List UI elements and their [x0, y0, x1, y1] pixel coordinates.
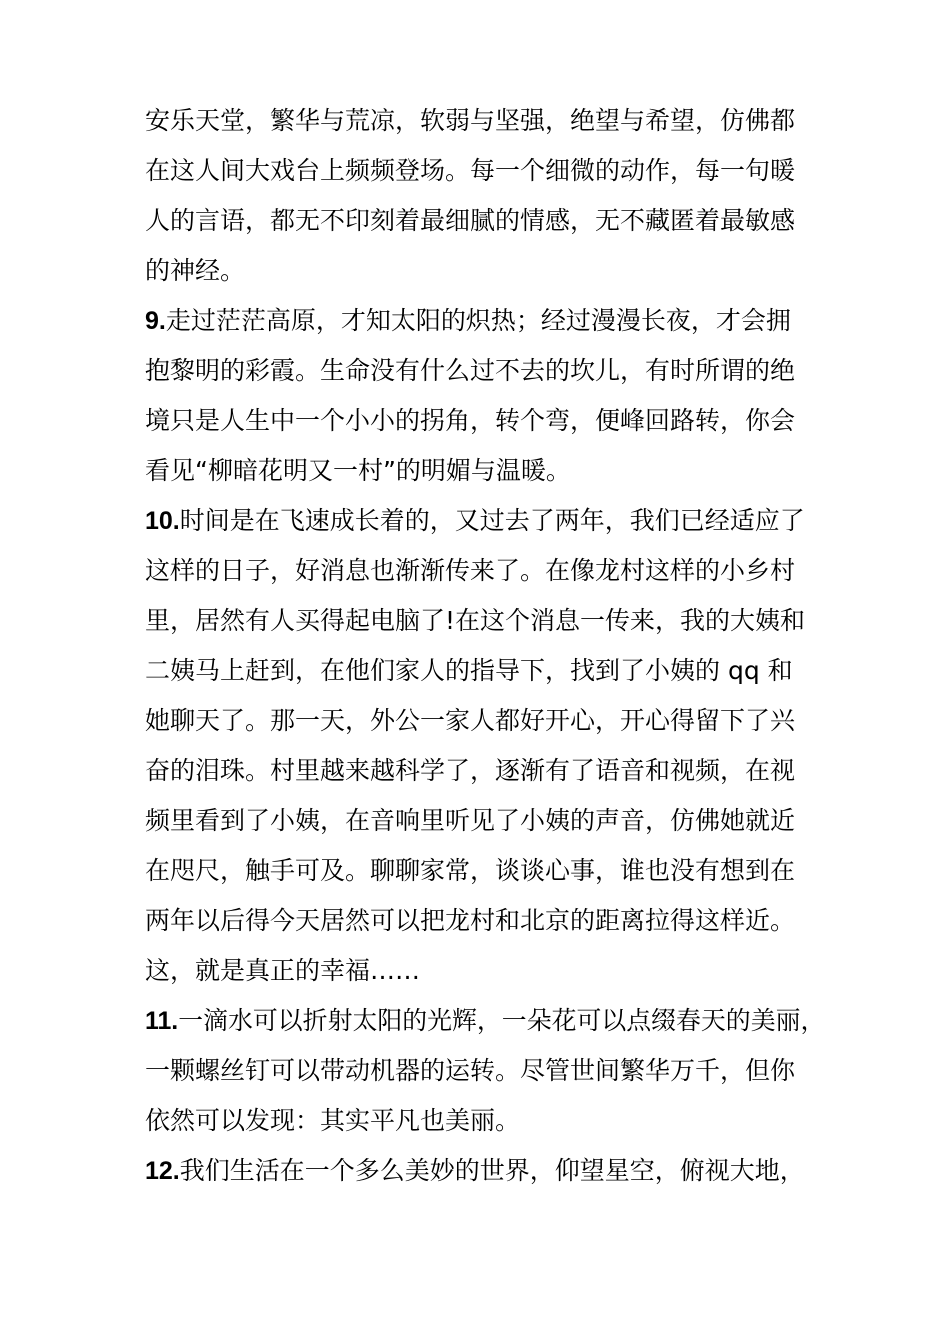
text-line	[145, 96, 825, 146]
line-text: 的神经。	[145, 256, 246, 285]
line-text: 时间是在飞速成长着的，又过去了两年，我们已经适应了	[179, 506, 805, 535]
line-text: 在这人间大戏台上频频登场。每一个细微的动作，每一句暖	[145, 156, 796, 185]
line-text: 两年以后得今天居然可以把龙村和北京的距离拉得这样近。	[145, 906, 796, 935]
line-text: 看见“柳暗花明又一村”的明媚与温暖。	[145, 456, 571, 485]
item-number: 10.	[145, 507, 180, 535]
line-text: 里，居然有人买得起电脑了!在这个消息一传来，我的大姨和	[145, 606, 806, 635]
line-text: 境只是人生中一个小小的拐角，转个弯，便峰回路转，你会	[145, 406, 796, 435]
line-text: 走过茫茫高原，才知太阳的炽热；经过漫漫长夜，才会拥	[165, 306, 791, 335]
line-text: 这样的日子，好消息也渐渐传来了。在像龙村这样的小乡村	[145, 556, 796, 585]
text-line	[145, 196, 825, 246]
text-line	[145, 896, 825, 946]
text-line	[145, 1146, 825, 1196]
document-body	[145, 96, 825, 1196]
text-line	[145, 496, 825, 546]
item-number: 11.	[145, 1007, 179, 1035]
line-text: 我们生活在一个多么美妙的世界，仰望星空，俯视大地，	[179, 1156, 805, 1185]
text-line	[145, 346, 825, 396]
text-line	[145, 596, 825, 646]
text-line	[145, 146, 825, 196]
line-text: 她聊天了。那一天，外公一家人都好开心，开心得留下了兴	[145, 706, 796, 735]
text-line	[145, 796, 825, 846]
line-text: 二姨马上赶到，在他们家人的指导下，找到了小姨的 qq 和	[145, 656, 793, 685]
line-text: 在咫尺，触手可及。聊聊家常，谈谈心事，谁也没有想到在	[145, 856, 796, 885]
item-number: 9.	[145, 307, 166, 335]
line-text: 一滴水可以折射太阳的光辉，一朵花可以点缀春天的美丽，	[178, 1006, 826, 1035]
line-text: 依然可以发现：其实平凡也美丽。	[145, 1106, 521, 1135]
line-text: 这，就是真正的幸福……	[145, 956, 421, 985]
text-line	[145, 946, 825, 996]
text-line	[145, 1096, 825, 1146]
line-text: 抱黎明的彩霞。生命没有什么过不去的坎儿，有时所谓的绝	[145, 356, 796, 385]
line-text: 安乐天堂，繁华与荒凉，软弱与坚强，绝望与希望，仿佛都	[145, 106, 796, 135]
line-text: 频里看到了小姨，在音响里听见了小姨的声音，仿佛她就近	[145, 806, 796, 835]
text-line	[145, 1046, 825, 1096]
line-text: 人的言语，都无不印刻着最细腻的情感，无不藏匿着最敏感	[145, 206, 796, 235]
text-line	[145, 546, 825, 596]
text-line	[145, 846, 825, 896]
item-number: 12.	[145, 1157, 180, 1185]
text-line	[145, 396, 825, 446]
text-line	[145, 246, 825, 296]
line-text: 一颗螺丝钉可以带动机器的运转。尽管世间繁华万千，但你	[145, 1056, 796, 1085]
text-line	[145, 646, 825, 696]
text-line	[145, 696, 825, 746]
line-text: 奋的泪珠。村里越来越科学了，逐渐有了语音和视频，在视	[145, 756, 796, 785]
text-line	[145, 746, 825, 796]
text-line	[145, 296, 825, 346]
text-line	[145, 446, 825, 496]
text-line	[145, 996, 826, 1046]
